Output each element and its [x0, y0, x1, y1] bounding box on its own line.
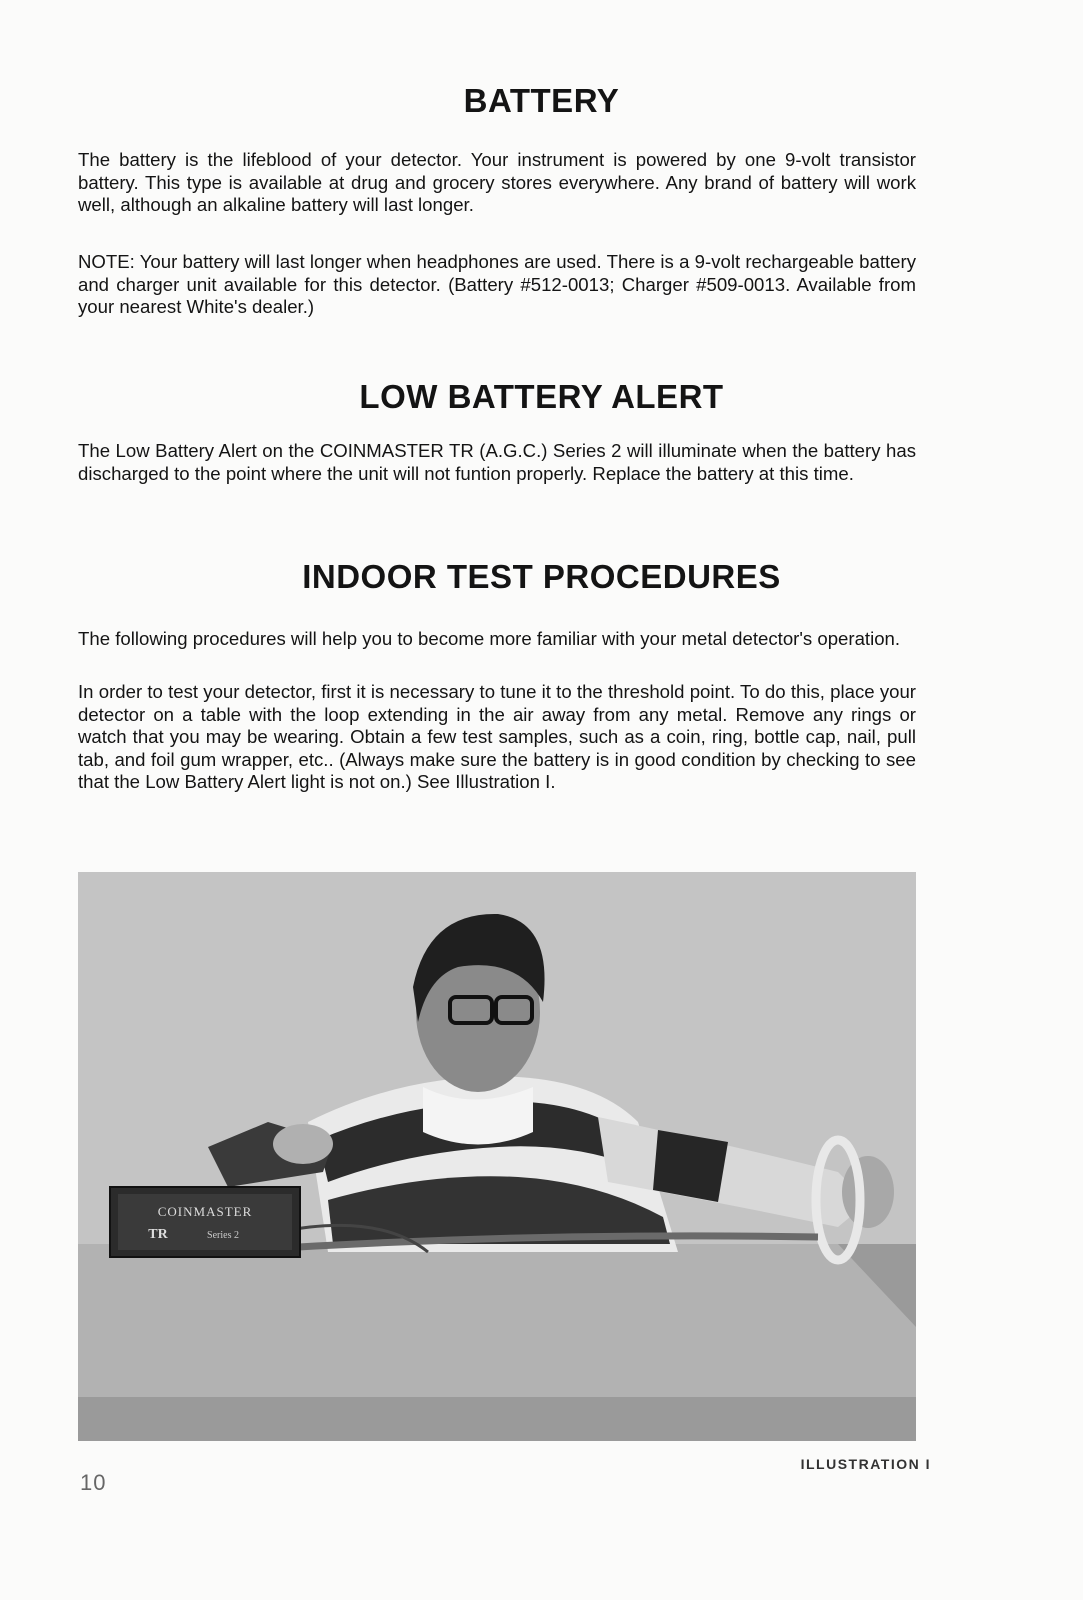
- illustration-caption: ILLUSTRATION I: [800, 1456, 931, 1472]
- box-label-1: COINMASTER: [157, 1204, 253, 1219]
- battery-paragraph-2: NOTE: Your battery will last longer when headphones are used. There is a 9-volt rechargeable battery and charger unit available for this detector. (Battery #512-0013; Charger #509-0013. Available from your nearest White's dealer.): [78, 251, 916, 318]
- box-label-3: Series 2: [207, 1230, 239, 1241]
- table-top: [78, 1244, 916, 1397]
- indoor-test-paragraph-2: In order to test your detector, first it is necessary to tune it to the threshold point. To do this, place your detector on a table with the loop extending in the air away from any metal. Remove any rings or watch that you may be wearing. Obtain a few test samples, such as a coin, ring, bottle cap, nail, pull tab, and foil gum wrapper, etc.. (Always make sure the battery is in good condition by checking to see that the Low Battery Alert light is not on.) See Illustration I.: [78, 681, 916, 793]
- battery-paragraph-1: The battery is the lifeblood of your detector. Your instrument is powered by one 9-volt transistor battery. This type is available at drug and grocery stores everywhere. Any brand of battery will work well, although an alkaline battery will last longer.: [78, 149, 916, 216]
- low-battery-paragraph: The Low Battery Alert on the COINMASTER TR (A.G.C.) Series 2 will illuminate when the battery has discharged to the point where the unit will not funtion properly. Replace the battery at this time.: [78, 440, 916, 484]
- battery-heading: BATTERY: [463, 82, 620, 119]
- indoor-test-heading: INDOOR TEST PROCEDURES: [302, 558, 781, 595]
- low-battery-alert-heading: LOW BATTERY ALERT: [359, 378, 724, 415]
- hand: [842, 1156, 894, 1228]
- page-number: 10: [80, 1470, 107, 1495]
- left-hand: [273, 1124, 333, 1164]
- arm-stripe: [653, 1130, 728, 1202]
- indoor-test-paragraph-1: The following procedures will help you to become more familiar with your metal detector's operation.: [78, 628, 901, 649]
- photo-drawing: [78, 872, 916, 1441]
- box-label-2: TR: [148, 1227, 168, 1242]
- control-box-panel: [118, 1194, 292, 1250]
- illustration-photo: [78, 872, 916, 1441]
